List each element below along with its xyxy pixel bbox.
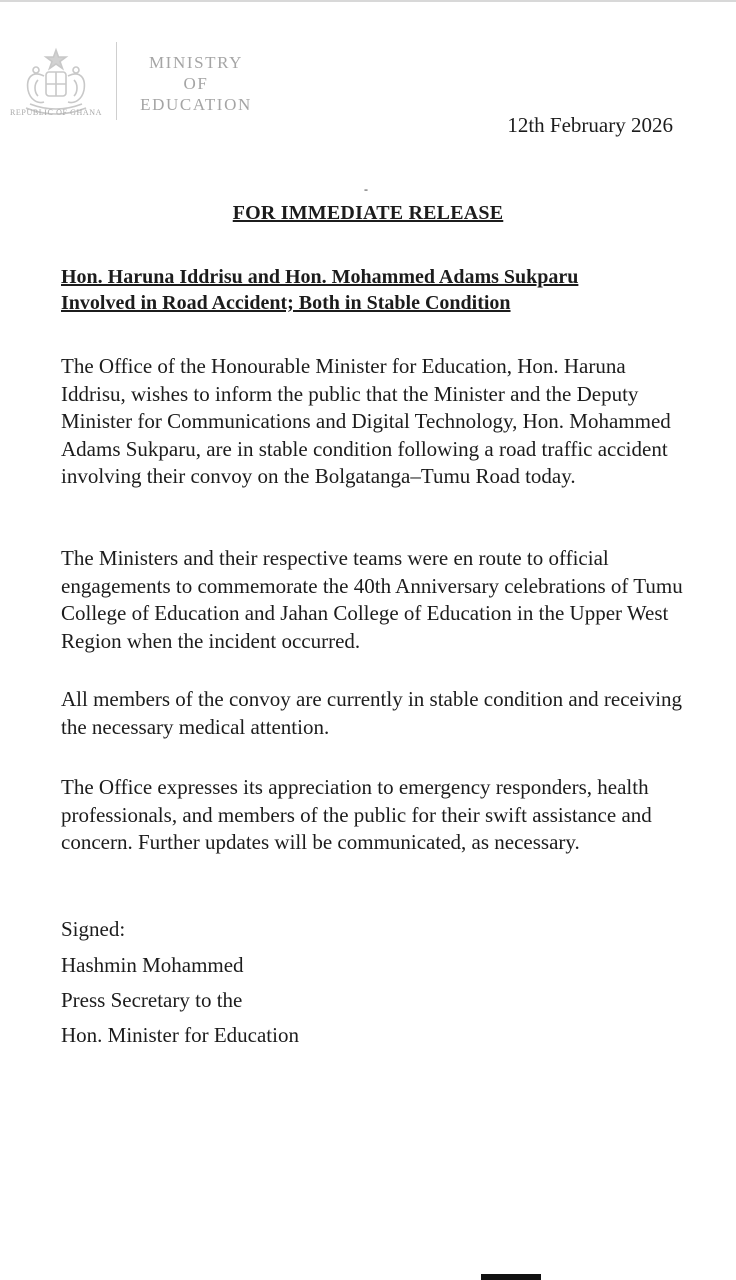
ministry-name-line: EDUCATION bbox=[140, 95, 252, 114]
letterhead-divider bbox=[116, 42, 117, 120]
press-release-headline bbox=[61, 264, 701, 316]
signatory-name: Hashmin Mohammed bbox=[61, 953, 244, 977]
signature-label: Signed: bbox=[61, 917, 126, 941]
top-border bbox=[0, 0, 736, 2]
separator-mark: - bbox=[364, 182, 368, 196]
release-date: 12th February 2026 bbox=[507, 113, 673, 137]
ministry-name bbox=[130, 52, 262, 115]
crest-caption: REPUBLIC OF GHANA bbox=[10, 108, 102, 117]
signatory-title: Hon. Minister for Education bbox=[61, 1023, 299, 1047]
ministry-name-line: OF bbox=[183, 74, 209, 93]
headline-line: Hon. Haruna Iddrisu and Hon. Mohammed Adams Sukparu bbox=[61, 266, 579, 288]
body-paragraph: All members of the convoy are currently in stable condition and receiving the necessary medical attention. bbox=[61, 687, 683, 739]
release-label: FOR IMMEDIATE RELEASE bbox=[232, 202, 504, 224]
scroll-indicator bbox=[481, 1274, 541, 1280]
signatory-title: Press Secretary to the bbox=[61, 988, 243, 1012]
body-paragraph: The Ministers and their respective teams were en route to official engagements to commemorate the 40th Anniversary celebrations of Tumu College of Education and Jahan College of Education in the Upper West Region when the incident occurred. bbox=[61, 546, 683, 653]
headline-line: Involved in Road Accident; Both in Stable Condition bbox=[61, 292, 511, 314]
body-paragraph: The Office of the Honourable Minister for Education, Hon. Haruna Iddrisu, wishes to inform the public that the Minister and the Deputy Minister for Communications and Digital Technology, Hon. Mohammed Adams Sukparu, are in stable condition following a road traffic accident involving their convoy on the Bolgatanga–Tumu Road today. bbox=[61, 354, 671, 488]
body-paragraph: The Office expresses its appreciation to emergency responders, health professionals, and members of the public for their swift assistance and concern. Further updates will be communicated, as necessary. bbox=[61, 775, 652, 854]
ministry-name-line: MINISTRY bbox=[148, 53, 244, 72]
